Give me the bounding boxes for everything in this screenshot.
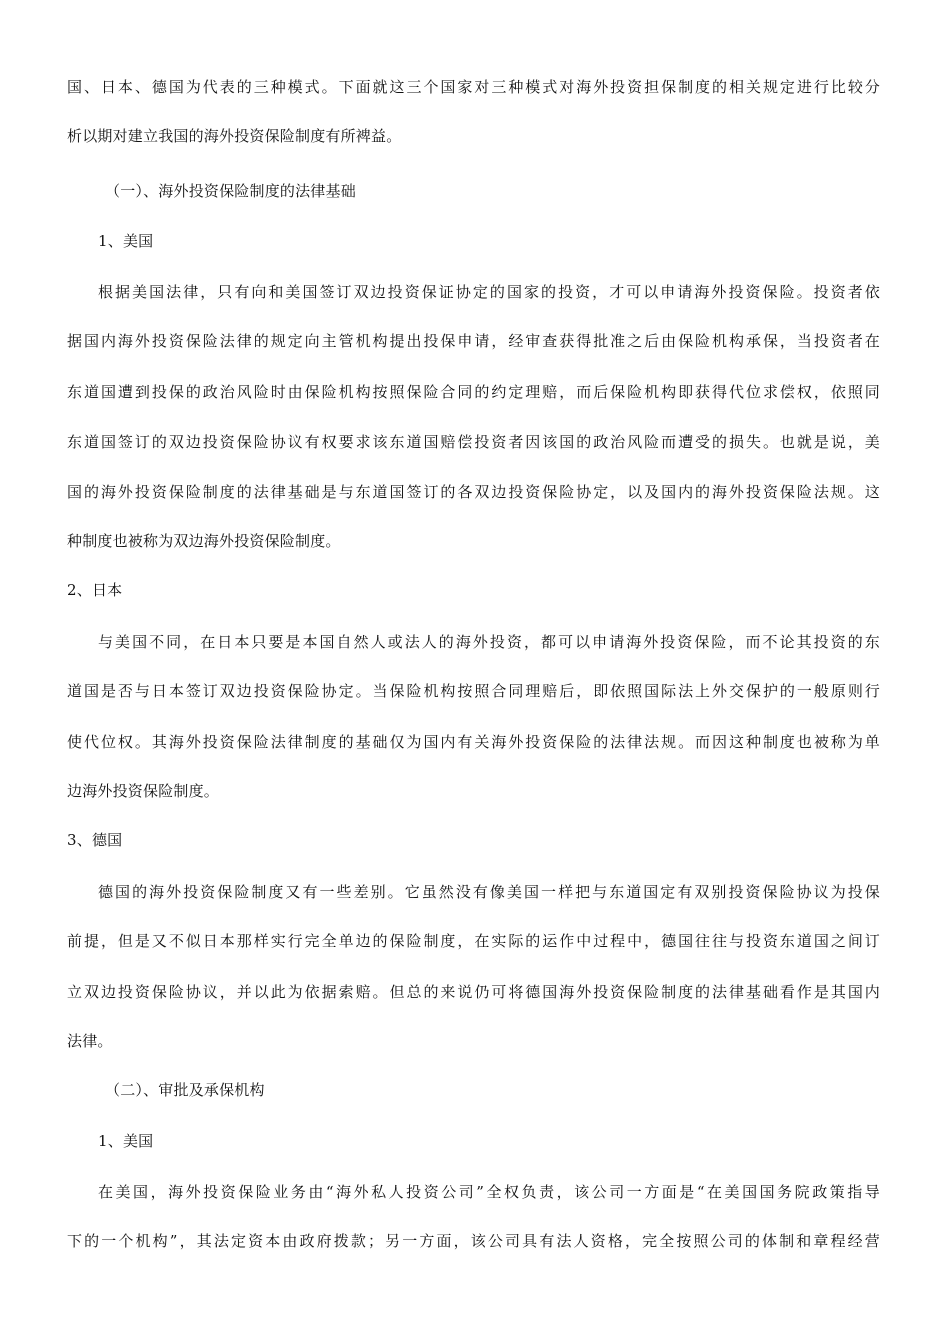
paragraph-line: 根据美国法律，只有向和美国签订双边投资保证协定的国家的投资，才可以申请海外投资保险。投资者依 bbox=[98, 283, 880, 301]
paragraph-line: 国的海外投资保险制度的法律基础是与东道国签订的各双边投资保险协定，以及国内的海外投资保险法规。这 bbox=[67, 483, 880, 501]
paragraph-line: 据国内海外投资保险法律的规定向主管机构提出投保申请，经审查获得批准之后由保险机构承保，当投资者在 bbox=[67, 332, 880, 350]
subsection-heading: 1、美国 bbox=[98, 1132, 154, 1150]
paragraph-line: 析以期对建立我国的海外投资保险制度有所裨益。 bbox=[67, 127, 402, 145]
paragraph-line: 在美国，海外投资保险业务由“海外私人投资公司”全权负责，该公司一方面是“在美国国务院政策指导 bbox=[98, 1183, 880, 1201]
paragraph-line: 前提，但是又不似日本那样实行完全单边的保险制度，在实际的运作中过程中，德国往往与投资东道国之间订 bbox=[67, 932, 880, 950]
paragraph-line: 法律。 bbox=[67, 1032, 113, 1050]
paragraph-line: 德国的海外投资保险制度又有一些差别。它虽然没有像美国一样把与东道国定有双别投资保险协议为投保 bbox=[98, 883, 880, 901]
subsection-heading: 2、日本 bbox=[67, 581, 123, 599]
paragraph-line: 种制度也被称为双边海外投资保险制度。 bbox=[67, 532, 341, 550]
subsection-heading: 3、德国 bbox=[67, 831, 123, 849]
paragraph-line: 立双边投资保险协议，并以此为依据索赔。但总的来说仍可将德国海外投资保险制度的法律基础看作是其国内 bbox=[67, 983, 880, 1001]
paragraph-line: 边海外投资保险制度。 bbox=[67, 782, 220, 800]
paragraph-line: 下的一个机构”，其法定资本由政府拨款；另一方面，该公司具有法人资格，完全按照公司的体制和章程经营 bbox=[67, 1232, 880, 1250]
paragraph-line: 道国是否与日本签订双边投资保险协定。当保险机构按照合同理赔后，即依照国际法上外交保护的一般原则行 bbox=[67, 682, 880, 700]
paragraph-line: 国、日本、德国为代表的三种模式。下面就这三个国家对三种模式对海外投资担保制度的相关规定进行比较分 bbox=[67, 78, 880, 96]
paragraph-line: 使代位权。其海外投资保险法律制度的基础仅为国内有关海外投资保险的法律法规。而因这种制度也被称为单 bbox=[67, 733, 880, 751]
subsection-heading: 1、美国 bbox=[98, 232, 154, 250]
section-heading: （二）、审批及承保机构 bbox=[105, 1081, 265, 1099]
paragraph-line: 东道国遭到投保的政治风险时由保险机构按照保险合同的约定理赔，而后保险机构即获得代位求偿权，依照同 bbox=[67, 383, 880, 401]
section-heading: （一）、海外投资保险制度的法律基础 bbox=[105, 182, 356, 200]
paragraph-line: 东道国签订的双边投资保险协议有权要求该东道国赔偿投资者因该国的政治风险而遭受的损失。也就是说，美 bbox=[67, 433, 880, 451]
paragraph-line: 与美国不同，在日本只要是本国自然人或法人的海外投资，都可以申请海外投资保险，而不论其投资的东 bbox=[98, 633, 880, 651]
